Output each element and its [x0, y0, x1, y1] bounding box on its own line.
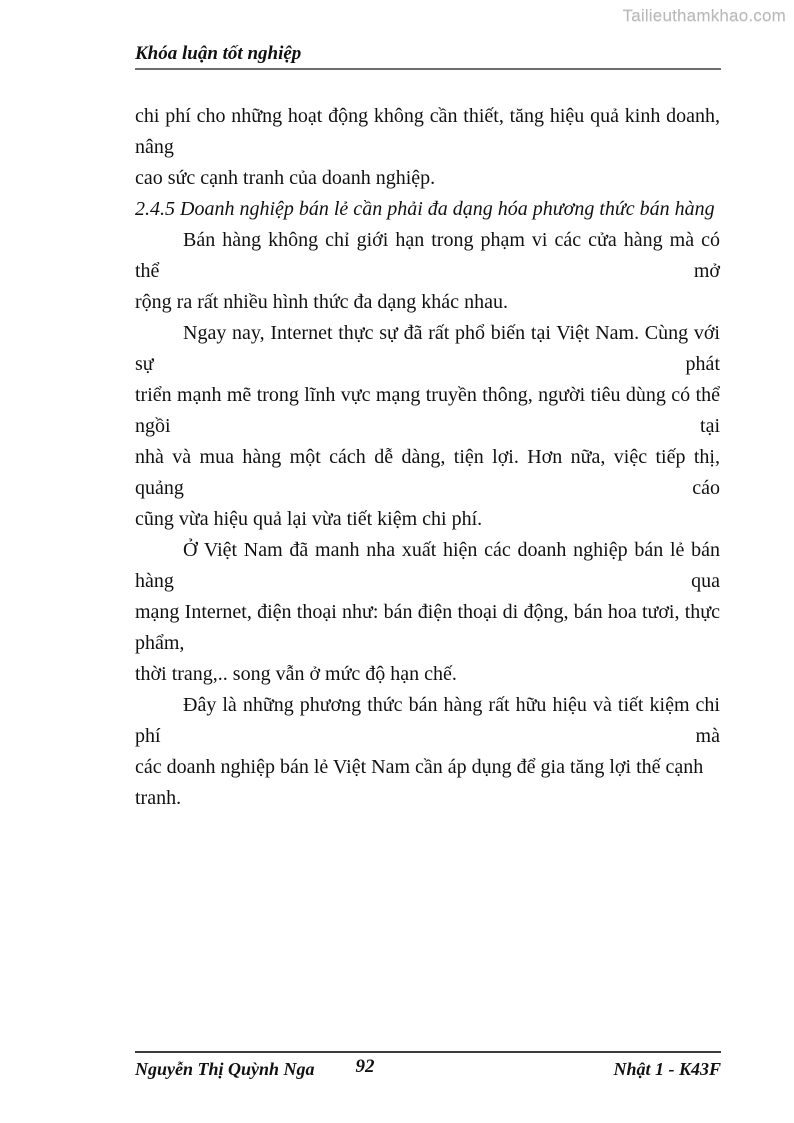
text-line: cao sức cạnh tranh của doanh nghiệp.	[135, 167, 436, 189]
text-line: các doanh nghiệp bán lẻ Việt Nam cần áp dụng để gia tăng lợi thế cạnh tranh.	[135, 756, 704, 809]
text-line: Bán hàng không chỉ giới hạn trong phạm vi các cửa hàng mà có thể mở	[135, 229, 720, 282]
text-line: Đây là những phương thức bán hàng rất hữu hiệu và tiết kiệm chi phí mà	[135, 694, 720, 747]
section-heading	[135, 194, 720, 225]
text-line: nhà và mua hàng một cách dễ dàng, tiện lợi. Hơn nữa, việc tiếp thị, quảng cáo	[135, 446, 720, 499]
footer	[135, 1051, 721, 1082]
document-body	[135, 101, 720, 814]
header-title: Khóa luận tốt nghiệp	[135, 43, 302, 64]
text-line: Ngay nay, Internet thực sự đã rất phổ biến tại Việt Nam. Cùng với sự phát	[135, 322, 720, 375]
running-header	[135, 42, 721, 70]
footer-author: Nguyễn Thị Quỳnh Nga	[135, 1059, 315, 1079]
text-line: cũng vừa hiệu quả lại vừa tiết kiệm chi phí.	[135, 508, 483, 530]
footer-class-label: Nhật 1 - K43F	[613, 1059, 721, 1079]
text-line: rộng ra rất nhiều hình thức đa dạng khác nhau.	[135, 291, 508, 313]
paragraph	[135, 318, 720, 535]
paragraph	[135, 225, 720, 318]
text-line: triển mạnh mẽ trong lĩnh vực mạng truyền thông, người tiêu dùng có thể ngồi tại	[135, 384, 720, 437]
footer-page-number: 92	[355, 1056, 375, 1077]
text-line: thời trang,.. song vẫn ở mức độ hạn chế.	[135, 663, 457, 685]
text-line: Ở Việt Nam đã manh nha xuất hiện các doanh nghiệp bán lẻ bán hàng qua	[135, 539, 720, 592]
text-line: mạng Internet, điện thoại như: bán điện thoại di động, bán hoa tươi, thực phẩm,	[135, 601, 720, 654]
text-line: chi phí cho những hoạt động không cần thiết, tăng hiệu quả kinh doanh, nâng	[135, 105, 720, 158]
watermark: Tailieuthamkhao.com	[622, 6, 786, 25]
text-line: 2.4.5 Doanh nghiệp bán lẻ cần phải đa dạng hóa phương thức bán hàng	[135, 198, 715, 220]
paragraph	[135, 101, 720, 194]
paragraph	[135, 690, 720, 814]
paragraph	[135, 535, 720, 690]
